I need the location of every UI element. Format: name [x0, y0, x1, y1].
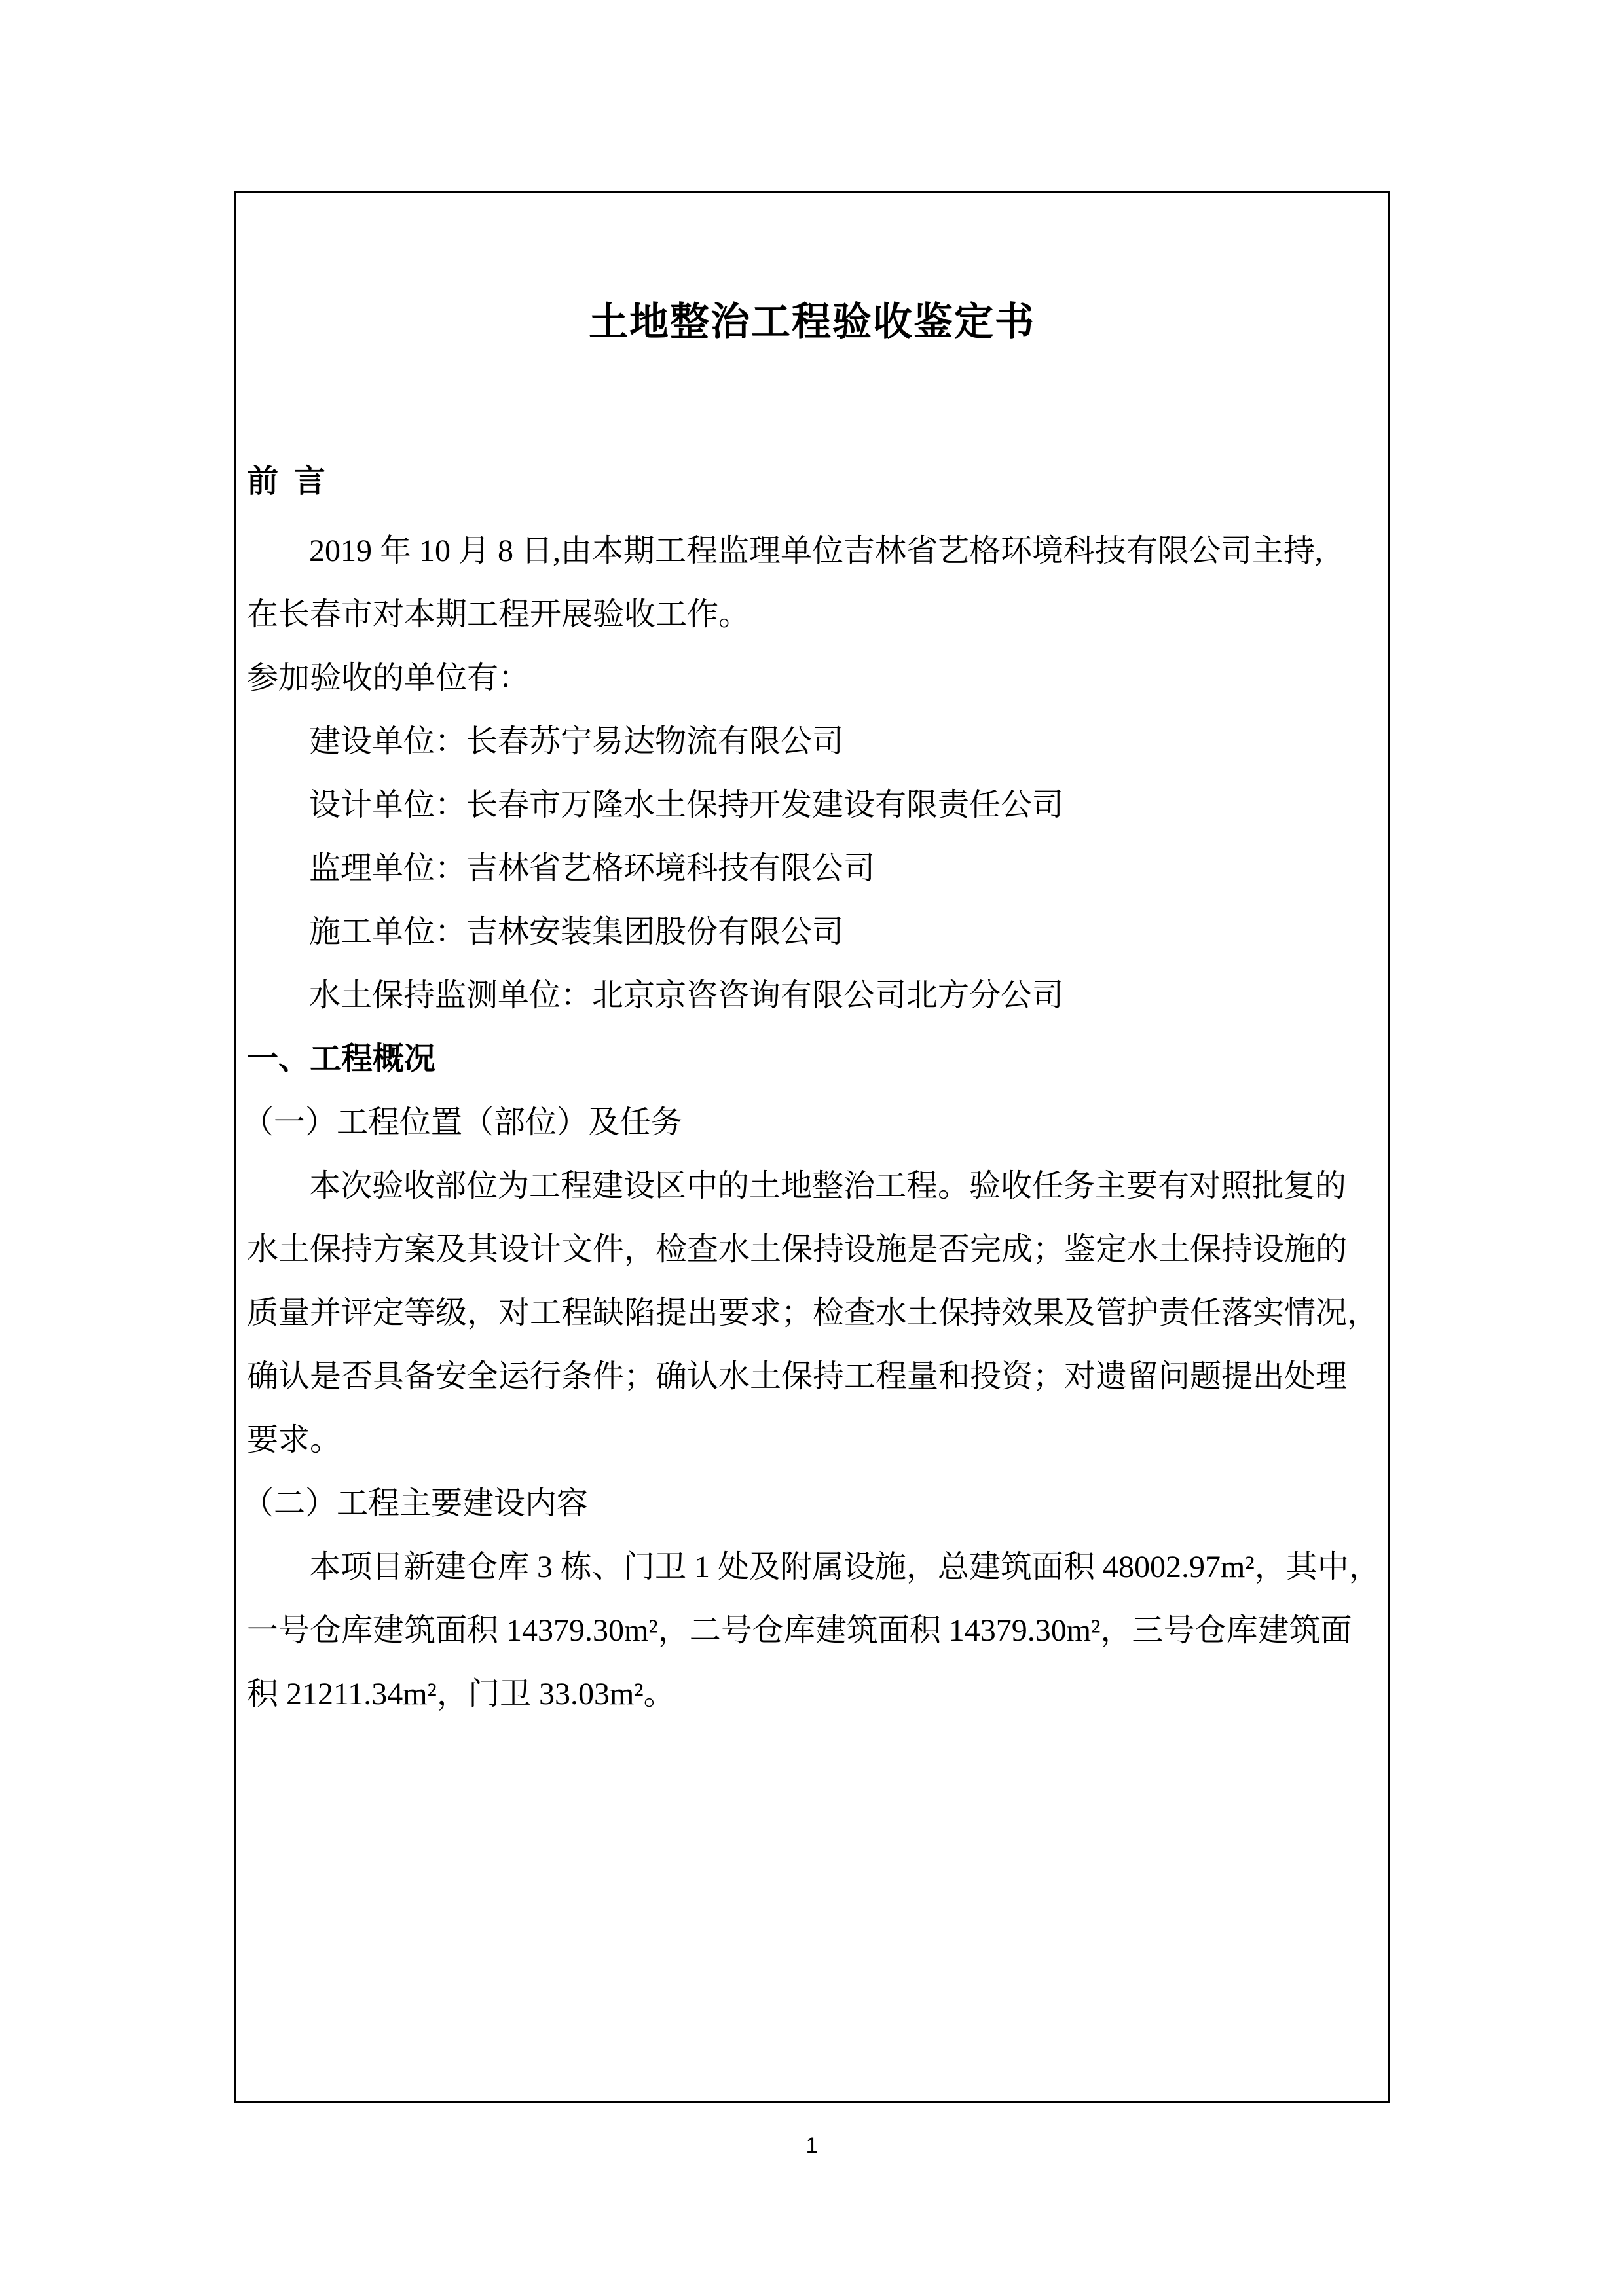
paragraph-line: 质量并评定等级，对工程缺陷提出要求；检查水土保持效果及管护责任落实情况， — [247, 1296, 1379, 1330]
subsection-content-heading: （二）工程主要建设内容 — [242, 1486, 589, 1521]
participant-line-contractor: 施工单位：吉林安装集团股份有限公司 — [309, 915, 844, 949]
paragraph-line: 本次验收部位为工程建设区中的土地整治工程。验收任务主要有对照批复的 — [309, 1169, 1347, 1203]
preface-line: 在长春市对本期工程开展验收工作。 — [247, 597, 750, 632]
paragraph-line: 积 21211.34m²，门卫 33.03m²。 — [247, 1677, 675, 1711]
paragraph-line: 一号仓库建筑面积 14379.30m²，二号仓库建筑面积 14379.30m²，三号仓库建筑面 — [247, 1613, 1352, 1648]
participant-line-design: 设计单位：长春市万隆水土保持开发建设有限责任公司 — [309, 788, 1064, 822]
participant-line-monitoring: 水土保持监测单位：北京京咨咨询有限公司北方分公司 — [309, 978, 1064, 1013]
preface-line: 2019 年 10 月 8 日,由本期工程监理单位吉林省艺格环境科技有限公司主持, — [309, 534, 1323, 568]
section-overview-heading: 一、工程概况 — [247, 1042, 436, 1076]
paragraph-line: 确认是否具备安全运行条件；确认水土保持工程量和投资；对遗留问题提出处理 — [247, 1359, 1348, 1394]
document-title: 土地整治工程验收鉴定书 — [589, 301, 1035, 344]
page-border — [234, 191, 1390, 2103]
preface-line: 参加验收的单位有： — [247, 661, 530, 695]
paragraph-line: 要求。 — [247, 1423, 342, 1457]
subsection-location-heading: （一）工程位置（部位）及任务 — [242, 1105, 683, 1140]
participant-line-construction: 建设单位：长春苏宁易达物流有限公司 — [309, 724, 844, 759]
paragraph-line: 水土保持方案及其设计文件，检查水土保持设施是否完成；鉴定水土保持设施的 — [247, 1232, 1348, 1267]
paragraph-line: 本项目新建仓库 3 栋、门卫 1 处及附属设施，总建筑面积 48002.97m²，其中， — [309, 1550, 1380, 1584]
preface-heading: 前 言 — [247, 464, 326, 499]
page-number: 1 — [805, 2133, 819, 2158]
participant-line-supervision: 监理单位：吉林省艺格环境科技有限公司 — [309, 851, 876, 886]
